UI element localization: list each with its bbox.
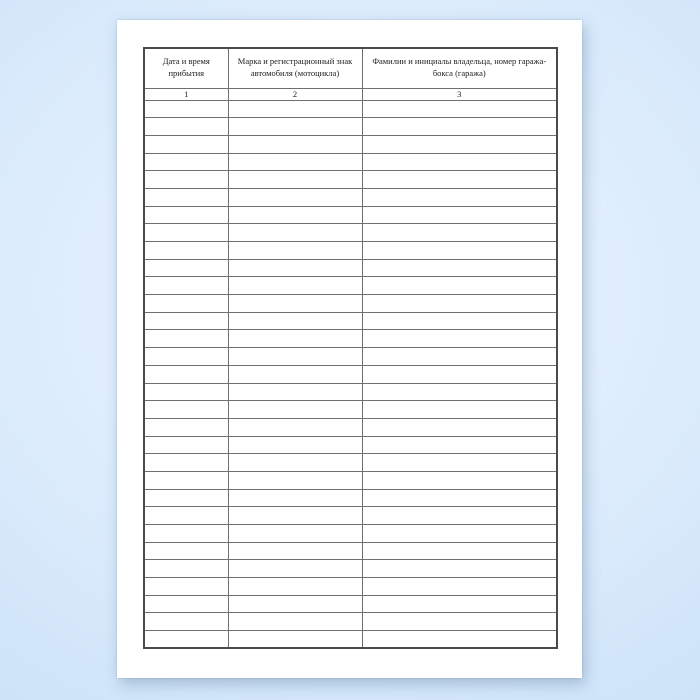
empty-row xyxy=(144,578,557,596)
table-body xyxy=(144,100,557,648)
empty-cell xyxy=(144,613,228,631)
empty-cell xyxy=(362,224,557,242)
empty-cell xyxy=(362,330,557,348)
empty-cell xyxy=(144,489,228,507)
empty-cell xyxy=(144,330,228,348)
empty-cell xyxy=(362,595,557,613)
empty-cell xyxy=(362,259,557,277)
empty-cell xyxy=(144,295,228,313)
empty-row xyxy=(144,118,557,136)
empty-cell xyxy=(144,454,228,472)
empty-cell xyxy=(228,507,362,525)
empty-cell xyxy=(362,365,557,383)
empty-row xyxy=(144,418,557,436)
empty-cell xyxy=(228,188,362,206)
empty-cell xyxy=(144,595,228,613)
empty-cell xyxy=(228,277,362,295)
empty-cell xyxy=(144,171,228,189)
empty-cell xyxy=(144,383,228,401)
empty-cell xyxy=(362,507,557,525)
empty-cell xyxy=(362,312,557,330)
empty-row xyxy=(144,171,557,189)
empty-cell xyxy=(362,542,557,560)
empty-cell xyxy=(228,242,362,260)
empty-cell xyxy=(228,560,362,578)
empty-cell xyxy=(144,507,228,525)
empty-cell xyxy=(228,489,362,507)
col-header-owner: Фамилии и инициалы владельца, номер гаража-бокса (гаража) xyxy=(362,48,557,88)
empty-cell xyxy=(144,525,228,543)
empty-cell xyxy=(362,436,557,454)
empty-row xyxy=(144,135,557,153)
empty-cell xyxy=(362,188,557,206)
empty-cell xyxy=(144,188,228,206)
empty-cell xyxy=(362,401,557,419)
empty-cell xyxy=(228,348,362,366)
empty-cell xyxy=(228,613,362,631)
empty-row xyxy=(144,348,557,366)
empty-row xyxy=(144,631,557,649)
empty-row xyxy=(144,365,557,383)
column-number-1: 1 xyxy=(144,88,228,100)
empty-row xyxy=(144,242,557,260)
empty-cell xyxy=(362,525,557,543)
empty-cell xyxy=(228,578,362,596)
empty-row xyxy=(144,330,557,348)
empty-cell xyxy=(362,454,557,472)
registration-table xyxy=(143,47,558,649)
empty-row xyxy=(144,454,557,472)
empty-cell xyxy=(228,471,362,489)
empty-cell xyxy=(228,401,362,419)
empty-cell xyxy=(362,613,557,631)
empty-cell xyxy=(362,277,557,295)
empty-cell xyxy=(144,578,228,596)
empty-row xyxy=(144,224,557,242)
empty-row xyxy=(144,259,557,277)
empty-cell xyxy=(144,436,228,454)
empty-row xyxy=(144,507,557,525)
empty-cell xyxy=(228,631,362,649)
empty-cell xyxy=(228,542,362,560)
empty-cell xyxy=(228,525,362,543)
empty-cell xyxy=(228,118,362,136)
column-number-3: 3 xyxy=(362,88,557,100)
empty-cell xyxy=(362,489,557,507)
empty-row xyxy=(144,489,557,507)
empty-cell xyxy=(228,595,362,613)
empty-cell xyxy=(228,295,362,313)
empty-cell xyxy=(228,312,362,330)
empty-cell xyxy=(228,436,362,454)
empty-row xyxy=(144,525,557,543)
empty-cell xyxy=(144,542,228,560)
empty-row xyxy=(144,312,557,330)
empty-cell xyxy=(228,454,362,472)
empty-cell xyxy=(144,348,228,366)
empty-row xyxy=(144,560,557,578)
empty-cell xyxy=(144,277,228,295)
empty-cell xyxy=(362,206,557,224)
empty-row xyxy=(144,295,557,313)
empty-cell xyxy=(228,206,362,224)
empty-cell xyxy=(228,171,362,189)
empty-row xyxy=(144,471,557,489)
empty-row xyxy=(144,153,557,171)
empty-cell xyxy=(362,135,557,153)
empty-cell xyxy=(228,259,362,277)
empty-cell xyxy=(362,348,557,366)
empty-cell xyxy=(228,365,362,383)
col-header-vehicle: Марка и регистрационный знак автомобиля (мотоцикла) xyxy=(228,48,362,88)
empty-row xyxy=(144,206,557,224)
empty-cell xyxy=(144,259,228,277)
empty-cell xyxy=(362,471,557,489)
empty-cell xyxy=(144,312,228,330)
empty-cell xyxy=(144,242,228,260)
empty-cell xyxy=(362,242,557,260)
empty-row xyxy=(144,542,557,560)
col-header-date-time: Дата и время прибытия xyxy=(144,48,228,88)
empty-row xyxy=(144,277,557,295)
empty-cell xyxy=(144,224,228,242)
empty-cell xyxy=(144,206,228,224)
empty-cell xyxy=(228,224,362,242)
empty-cell xyxy=(144,631,228,649)
empty-cell xyxy=(144,100,228,118)
empty-cell xyxy=(362,631,557,649)
empty-cell xyxy=(228,153,362,171)
header-row xyxy=(144,48,557,88)
empty-row xyxy=(144,383,557,401)
empty-cell xyxy=(144,135,228,153)
empty-row xyxy=(144,188,557,206)
empty-cell xyxy=(362,100,557,118)
document-page xyxy=(117,20,582,678)
empty-cell xyxy=(362,153,557,171)
empty-cell xyxy=(362,578,557,596)
empty-cell xyxy=(228,100,362,118)
empty-row xyxy=(144,100,557,118)
empty-cell xyxy=(228,330,362,348)
empty-cell xyxy=(362,171,557,189)
empty-cell xyxy=(144,365,228,383)
empty-row xyxy=(144,401,557,419)
empty-cell xyxy=(144,471,228,489)
empty-cell xyxy=(362,418,557,436)
empty-row xyxy=(144,436,557,454)
empty-cell xyxy=(228,383,362,401)
empty-cell xyxy=(362,118,557,136)
column-number-row xyxy=(144,88,557,100)
empty-cell xyxy=(362,383,557,401)
empty-row xyxy=(144,613,557,631)
empty-cell xyxy=(144,560,228,578)
empty-cell xyxy=(362,560,557,578)
empty-cell xyxy=(228,418,362,436)
column-number-2: 2 xyxy=(228,88,362,100)
empty-row xyxy=(144,595,557,613)
empty-cell xyxy=(144,153,228,171)
empty-cell xyxy=(362,295,557,313)
empty-cell xyxy=(144,418,228,436)
empty-cell xyxy=(228,135,362,153)
empty-cell xyxy=(144,118,228,136)
empty-cell xyxy=(144,401,228,419)
